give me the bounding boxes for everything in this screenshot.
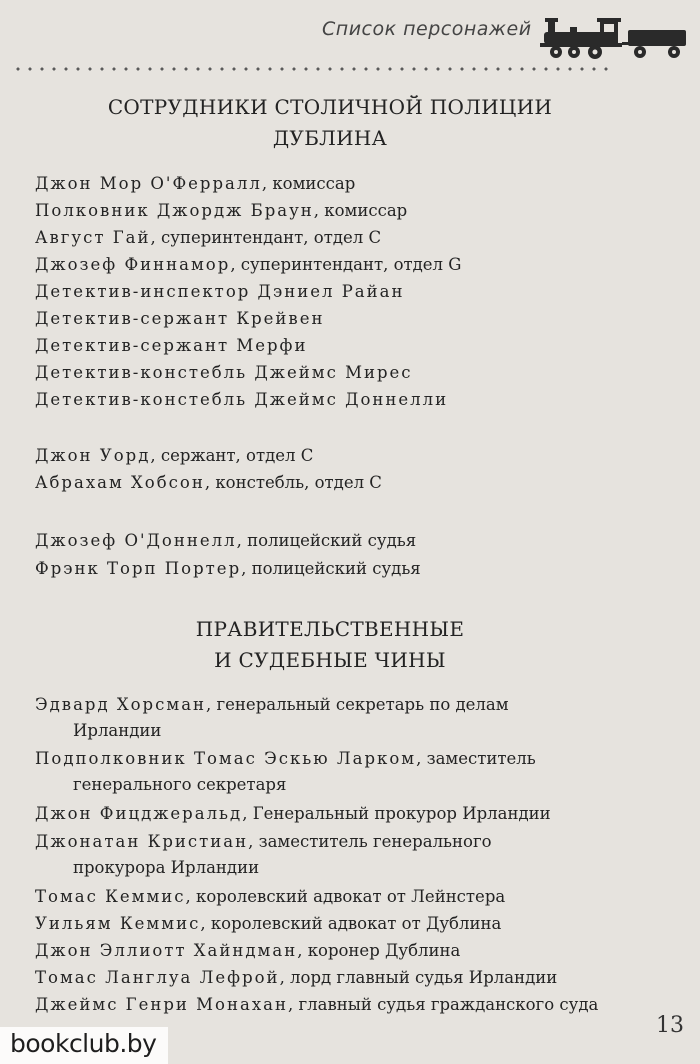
heading-line: ДУБЛИНА: [272, 126, 388, 150]
locomotive-icon: [540, 14, 690, 60]
character-entry: Детектив-сержант Мерфи: [35, 336, 308, 355]
heading-line: СОТРУДНИКИ СТОЛИЧНОЙ ПОЛИЦИИ: [107, 95, 553, 119]
character-entry: Джонатан Кристиан, заместитель генерального прокурора Ирландии: [35, 829, 675, 881]
character-entry: Джозеф Финнамор, суперинтендант, отдел G: [35, 255, 462, 274]
heading-line: ПРАВИТЕЛЬСТВЕННЫЕ: [195, 617, 465, 641]
character-entry: Джон Фицджеральд, Генеральный прокурор Ирландии: [35, 804, 551, 823]
character-entry: Джон Уорд, сержант, отдел С: [35, 446, 314, 465]
character-entry: Детектив-инспектор Дэниел Райан: [35, 282, 405, 301]
site-watermark: bookclub.by: [0, 1027, 168, 1064]
character-entry: Уильям Кеммис, королевский адвокат от Дублина: [35, 914, 502, 933]
section-heading-police: [0, 92, 660, 154]
character-entry: Подполковник Томас Эскью Ларком, заместитель генерального секретаря: [35, 746, 675, 798]
dotted-rule: [12, 66, 612, 72]
character-entry: Джон Мор О'Ферралл, комиссар: [35, 174, 356, 193]
entry-continuation: прокурора Ирландии: [73, 858, 260, 877]
entry-continuation: генерального секретаря: [73, 775, 287, 794]
character-entry: Томас Кеммис, королевский адвокат от Лейнстера: [35, 887, 506, 906]
character-entry: Абрахам Хобсон, констебль, отдел С: [35, 473, 382, 492]
character-entry: Полковник Джордж Браун, комиссар: [35, 201, 408, 220]
character-entry: Фрэнк Торп Портер, полицейский судья: [35, 559, 421, 578]
character-entry: Томас Ланглуа Лефрой, лорд главный судья Ирландии: [35, 968, 558, 987]
entry-continuation: Ирландии: [73, 721, 162, 740]
character-entry: Детектив-констебль Джеймс Мирес: [35, 363, 413, 382]
page-number: 13: [656, 1013, 684, 1038]
character-entry: Джозеф О'Доннелл, полицейский судья: [35, 531, 417, 550]
character-entry: Детектив-констебль Джеймс Доннелли: [35, 390, 449, 409]
character-entry: Детектив-сержант Крейвен: [35, 309, 325, 328]
character-entry: Джеймс Генри Монахан, главный судья гражданского суда: [35, 995, 599, 1014]
running-head: Список персонажей: [322, 18, 532, 40]
character-entry: Эдвард Хорсман, генеральный секретарь по делам Ирландии: [35, 692, 675, 744]
character-entry: Джон Эллиотт Хайндман, коронер Дублина: [35, 941, 461, 960]
character-entry: Август Гай, суперинтендант, отдел С: [35, 228, 382, 247]
heading-line: И СУДЕБНЫЕ ЧИНЫ: [214, 648, 446, 672]
section-heading-officials: [0, 614, 660, 676]
